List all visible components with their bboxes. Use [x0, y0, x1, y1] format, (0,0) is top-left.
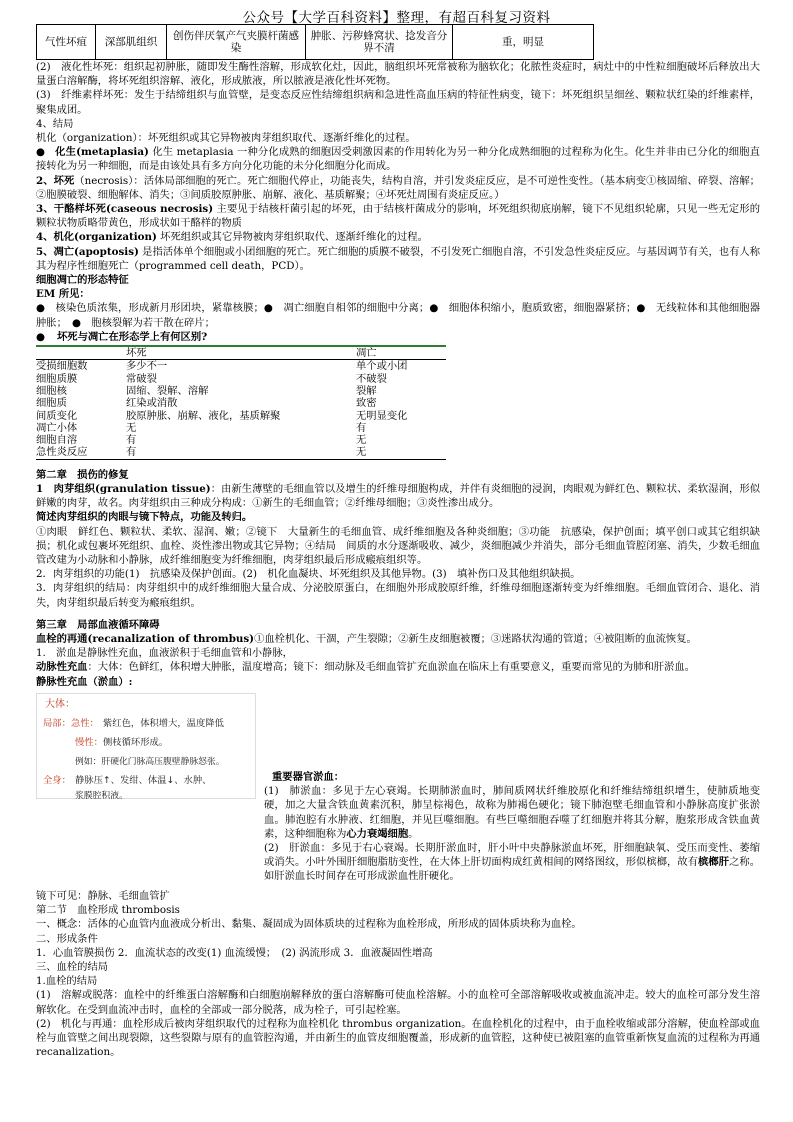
paragraph: (2) 肝淤血：多见于右心衰竭。长期肝淤血时，肝小叶中央静脉淤血坏死，肝细胞缺氧、受压而变性、萎缩或消失。小叶外围肝细胞脂肪变性，在大体上肝切面构成红黄相间的网络图纹，形似槟榔，故有槟榔肝之称。如肝淤血长时间存在可形成淤血性肝硬化。: [264, 842, 761, 883]
question-heading: 简述肉芽组织的肉眼与镜下特点，功能及转归。: [36, 511, 253, 524]
table-row: 细胞自溶 有 无: [36, 434, 367, 447]
paragraph: 5、凋亡(apoptosis) 是指活体单个细胞或小团细胞的死亡。死亡细胞的质膜不破裂，不引发死亡细胞自溶，不引发急性炎症反应。与基因调节有关，也有人称其为程序性细胞死亡（programmed cell death，PCD）。: [36, 245, 760, 272]
paragraph: 1. 淤血是静脉性充血，血液淤积于毛细血管和小静脉，: [36, 647, 293, 660]
table-row: 急性炎反应 有 无: [36, 446, 446, 459]
venous-congestion-image: 大体： 局部：急性： 紫红色，体积增大，温度降低 慢性： 侧枝循环形成。 例如：肝硬化门脉高压腹壁静脉怒张。 全身： 静脉压↑、发绀、体温↓、水肿、 浆膜腔积液。: [36, 693, 256, 799]
paragraph: (1) 肺淤血：多见于左心衰竭。长期肺淤血时，肺间质网状纤维胶原化和纤维结缔组织增生，使肺质地变硬，加之大量含铁血黄素沉积，肺呈棕褐色，故称为肺褐色硬化；镜下肺泡壁毛细血管和小静脉高度扩张淤血。肺泡腔有水肿液、红细胞，并见巨噬细胞。有些巨噬细胞吞噬了红细胞并将其分解，胞浆形成含铁血黄素，这种细胞称为心力衰竭细胞。: [264, 785, 760, 840]
bullet-paragraph: ● 化生(metaplasia) 化生 metaplasia 一种分化成熟的细胞因受刺激因素的作用转化为另一种分化成熟细胞的过程称为化生。化生并非由已分化的细胞直接转化为另一种细胞，而是由该处具有多方向分化功能的未分化细胞分化而成。: [36, 146, 760, 173]
gangrene-table-row: [36, 24, 594, 60]
table-cell: 肿胀、污秽蜂窝状、捻发音分界不清: [306, 25, 453, 60]
paragraph: (1) 溶解或脱落：血栓中的纤维蛋白溶解酶和白细胞崩解释放的蛋白溶解酶可使血栓溶解。小的血栓可全部溶解吸收或被血流冲走。较大的血栓可部分发生溶解软化。在受到血流冲击时，血栓的全部或一部分脱落，成为栓子，可引起栓塞。: [36, 989, 760, 1016]
section-heading: 细胞凋亡的形态特征: [36, 274, 129, 287]
table-cell: 重，明显: [453, 25, 594, 60]
chapter-heading: 第二章 损伤的修复: [36, 468, 129, 481]
paragraph: 二、形成条件: [36, 932, 98, 945]
section-heading: 静脉性充血（淤血）:: [36, 675, 133, 688]
chapter-heading: 第三章 局部血液循环障碍: [36, 618, 160, 631]
paragraph: (2) 液化性坏死：组织起初肿胀，随即发生酶性溶解，形成软化灶，因此，脑组织坏死常被称为脑软化；化脓性炎症时，病灶中的中性粒细胞破坏后释放出大量蛋白溶解酶，将坏死组织溶解、液化，形成脓液，所以脓液是液化性坏死物。: [36, 61, 760, 88]
table-row: 凋亡小体 无 有: [36, 421, 367, 434]
page-header: 公众号【大学百科资料】整理，有超百科复习资料: [242, 10, 551, 26]
table-row: 细胞质 红染或消散 致密: [36, 397, 377, 410]
paragraph: 三、血栓的结局: [36, 961, 109, 974]
paragraph: 一、概念：活体的心血管内血液成分析出、黏集、凝固成为固体质块的过程称为血栓形成，所形成的固体质块称为血栓。: [36, 918, 582, 931]
paragraph: 镜下可见：静脉、毛细血管扩: [36, 890, 170, 902]
section-heading: 重要器官淤血：: [272, 771, 345, 783]
bullet-icon: ●: [36, 146, 46, 159]
table-cell: 气性坏疽: [37, 25, 96, 60]
table-row: 间质变化 胶原肿胀、崩解、液化，基质解聚 无明显变化: [36, 409, 408, 422]
paragraph: 3、干酪样坏死(caseous necrosis) 主要见于结核杆菌引起的坏死，由于结核杆菌成分的影响，坏死组织彻底崩解，镜下不见组织轮廓，只见一些无定形的颗粒状物质略带黄色，形成状如干酪样的物质: [36, 203, 760, 230]
paragraph: 2、坏死（necrosis）：活体局部细胞的死亡。死亡细胞代停止，功能丧失，结构自溶，并引发炎症反应，是不可逆性变性。（基本病变①核固缩、碎裂、溶解；②胞膜破裂、细胞解体、消失；③间质胶原肿胀、崩解、液化、基质解聚；④坏死灶周围有炎症反应。）: [36, 174, 760, 201]
thrombosis-section: [36, 889, 760, 1059]
paragraph: 机化（organization）：坏死组织或其它异物被肉芽组织取代、逐渐纤维化的过程。: [36, 132, 416, 145]
paragraph: (2) 机化与再通：血栓形成后被肉芽组织取代的过程称为血栓机化 thrombus organization。在血栓机化的过程中，由于血栓收缩或部分溶解，使血栓部或血栓与血管壁之间出现裂隙，这些裂隙与原有的血管腔沟通，并由新生的血管皮细胞覆盖，形成新的血管腔，这种使已被阻塞的血管重新恢复血流的过程称为再通 recanalization。: [36, 1017, 760, 1059]
paragraph: 3．肉芽组织的结局：肉芽组织中的成纤维细胞大量合成、分泌胶原蛋白，在细胞外形成胶原纤维，纤维母细胞逐渐转变为纤维细胞。毛细血管闭合、退化、消失，肉芽组织最后转变为瘢痕组织。: [36, 582, 760, 609]
paragraph: 2．肉芽组织的功能(1) 抗感染及保护创面。(2) 机化血凝块、坏死组织及其他异物。(3) 填补伤口及其他组织缺损。: [36, 568, 581, 581]
paragraph: 1.血栓的结局: [36, 975, 98, 988]
table-row: 受损细胞数 多少不一 单个或小团: [36, 360, 408, 373]
table-row: 细胞质膜 常破裂 不破裂: [36, 372, 387, 385]
paragraph: (3) 纤维素样坏死：发生于结缔组织与血管壁，是变态反应性结缔组织病和急进性高血压病的特征性病变，镜下：坏死组织呈细丝、颗粒状红染的纤维素样，聚集成团。: [36, 89, 760, 116]
section-heading: 第二节 血栓形成 thrombosis: [36, 904, 180, 917]
paragraph: ● 核染色质浓集，形成新月形团块，紧靠核膜；● 凋亡细胞自相邻的细胞中分离；● 细胞体积缩小，胞质致密，细胞器紧挤；● 无线粒体和其他细胞器肿胀； ● 胞核裂解为若干散在碎片；: [36, 302, 760, 329]
table-cell: 深部肌组织: [96, 25, 167, 60]
paragraph: 4、机化(organization) 坏死组织或其它异物被肉芽组织取代、逐渐纤维化的过程。: [36, 231, 428, 244]
section-heading: EM 所见：: [36, 288, 90, 301]
organ-congestion-section: [264, 770, 760, 884]
question-heading: ● 坏死与凋亡在形态学上有何区别?: [36, 330, 208, 343]
paragraph: 动脉性充血：大体：色鲜红，体积增大肿胀，温度增高；镜下：细动脉及毛细血管扩充血淤血在临床上有重要意义，重要而常见的为肺和肝淤血。: [36, 661, 695, 674]
comparison-table: [36, 345, 446, 460]
paragraph: ①肉眼 鲜红色、颗粒状、柔软、湿润、嫩；②镜下 大量新生的毛细血管、成纤维细胞及各种炎细胞；③功能 抗感染，保护创面；填平创口或其它组织缺损；机化或包裹坏死组织、血栓、炎性渗出物或其它异物；④结局 间质的水分逐渐吸收、减少，炎细胞减少并消失，部分毛细血管腔闭塞、消失，少数毛细血管改建为小动脉和小静脉，成纤维细胞变为纤维细胞，肉芽组织最后形成瘢痕组织等。: [36, 525, 760, 566]
paragraph: 血栓的再通(recanalization of thrombus)①血栓机化、干涸，产生裂隙；②新生皮细胞被覆；③迷路状沟通的管道；④被阻断的血流恢复。: [36, 632, 697, 645]
table-cell: 创伤伴厌氧产气夹膜杆菌感染: [167, 25, 306, 60]
paragraph: 1 肉芽组织(granulation tissue)：由新生薄壁的毛细血管以及增生的纤维母细胞构成，并伴有炎细胞的浸润，肉眼观为鲜红色、颗粒状、柔软湿润，形似鲜嫩的肉芽，故名。肉芽组织由三种成分构成：①新生的毛细血管；②纤维母细胞；③炎性渗出成分。: [36, 482, 761, 510]
paragraph: 4、结局: [36, 117, 74, 130]
table-row: 细胞核 固缩、裂解、溶解 裂解: [36, 384, 377, 397]
paragraph: 1．心血管膜损伤 2．血流状态的改变(1) 血流缓慢； (2) 涡流形成 3．血液凝固性增高: [36, 946, 433, 959]
table-header-row: 坏死 凋亡: [36, 346, 446, 360]
main-content: [36, 60, 760, 799]
